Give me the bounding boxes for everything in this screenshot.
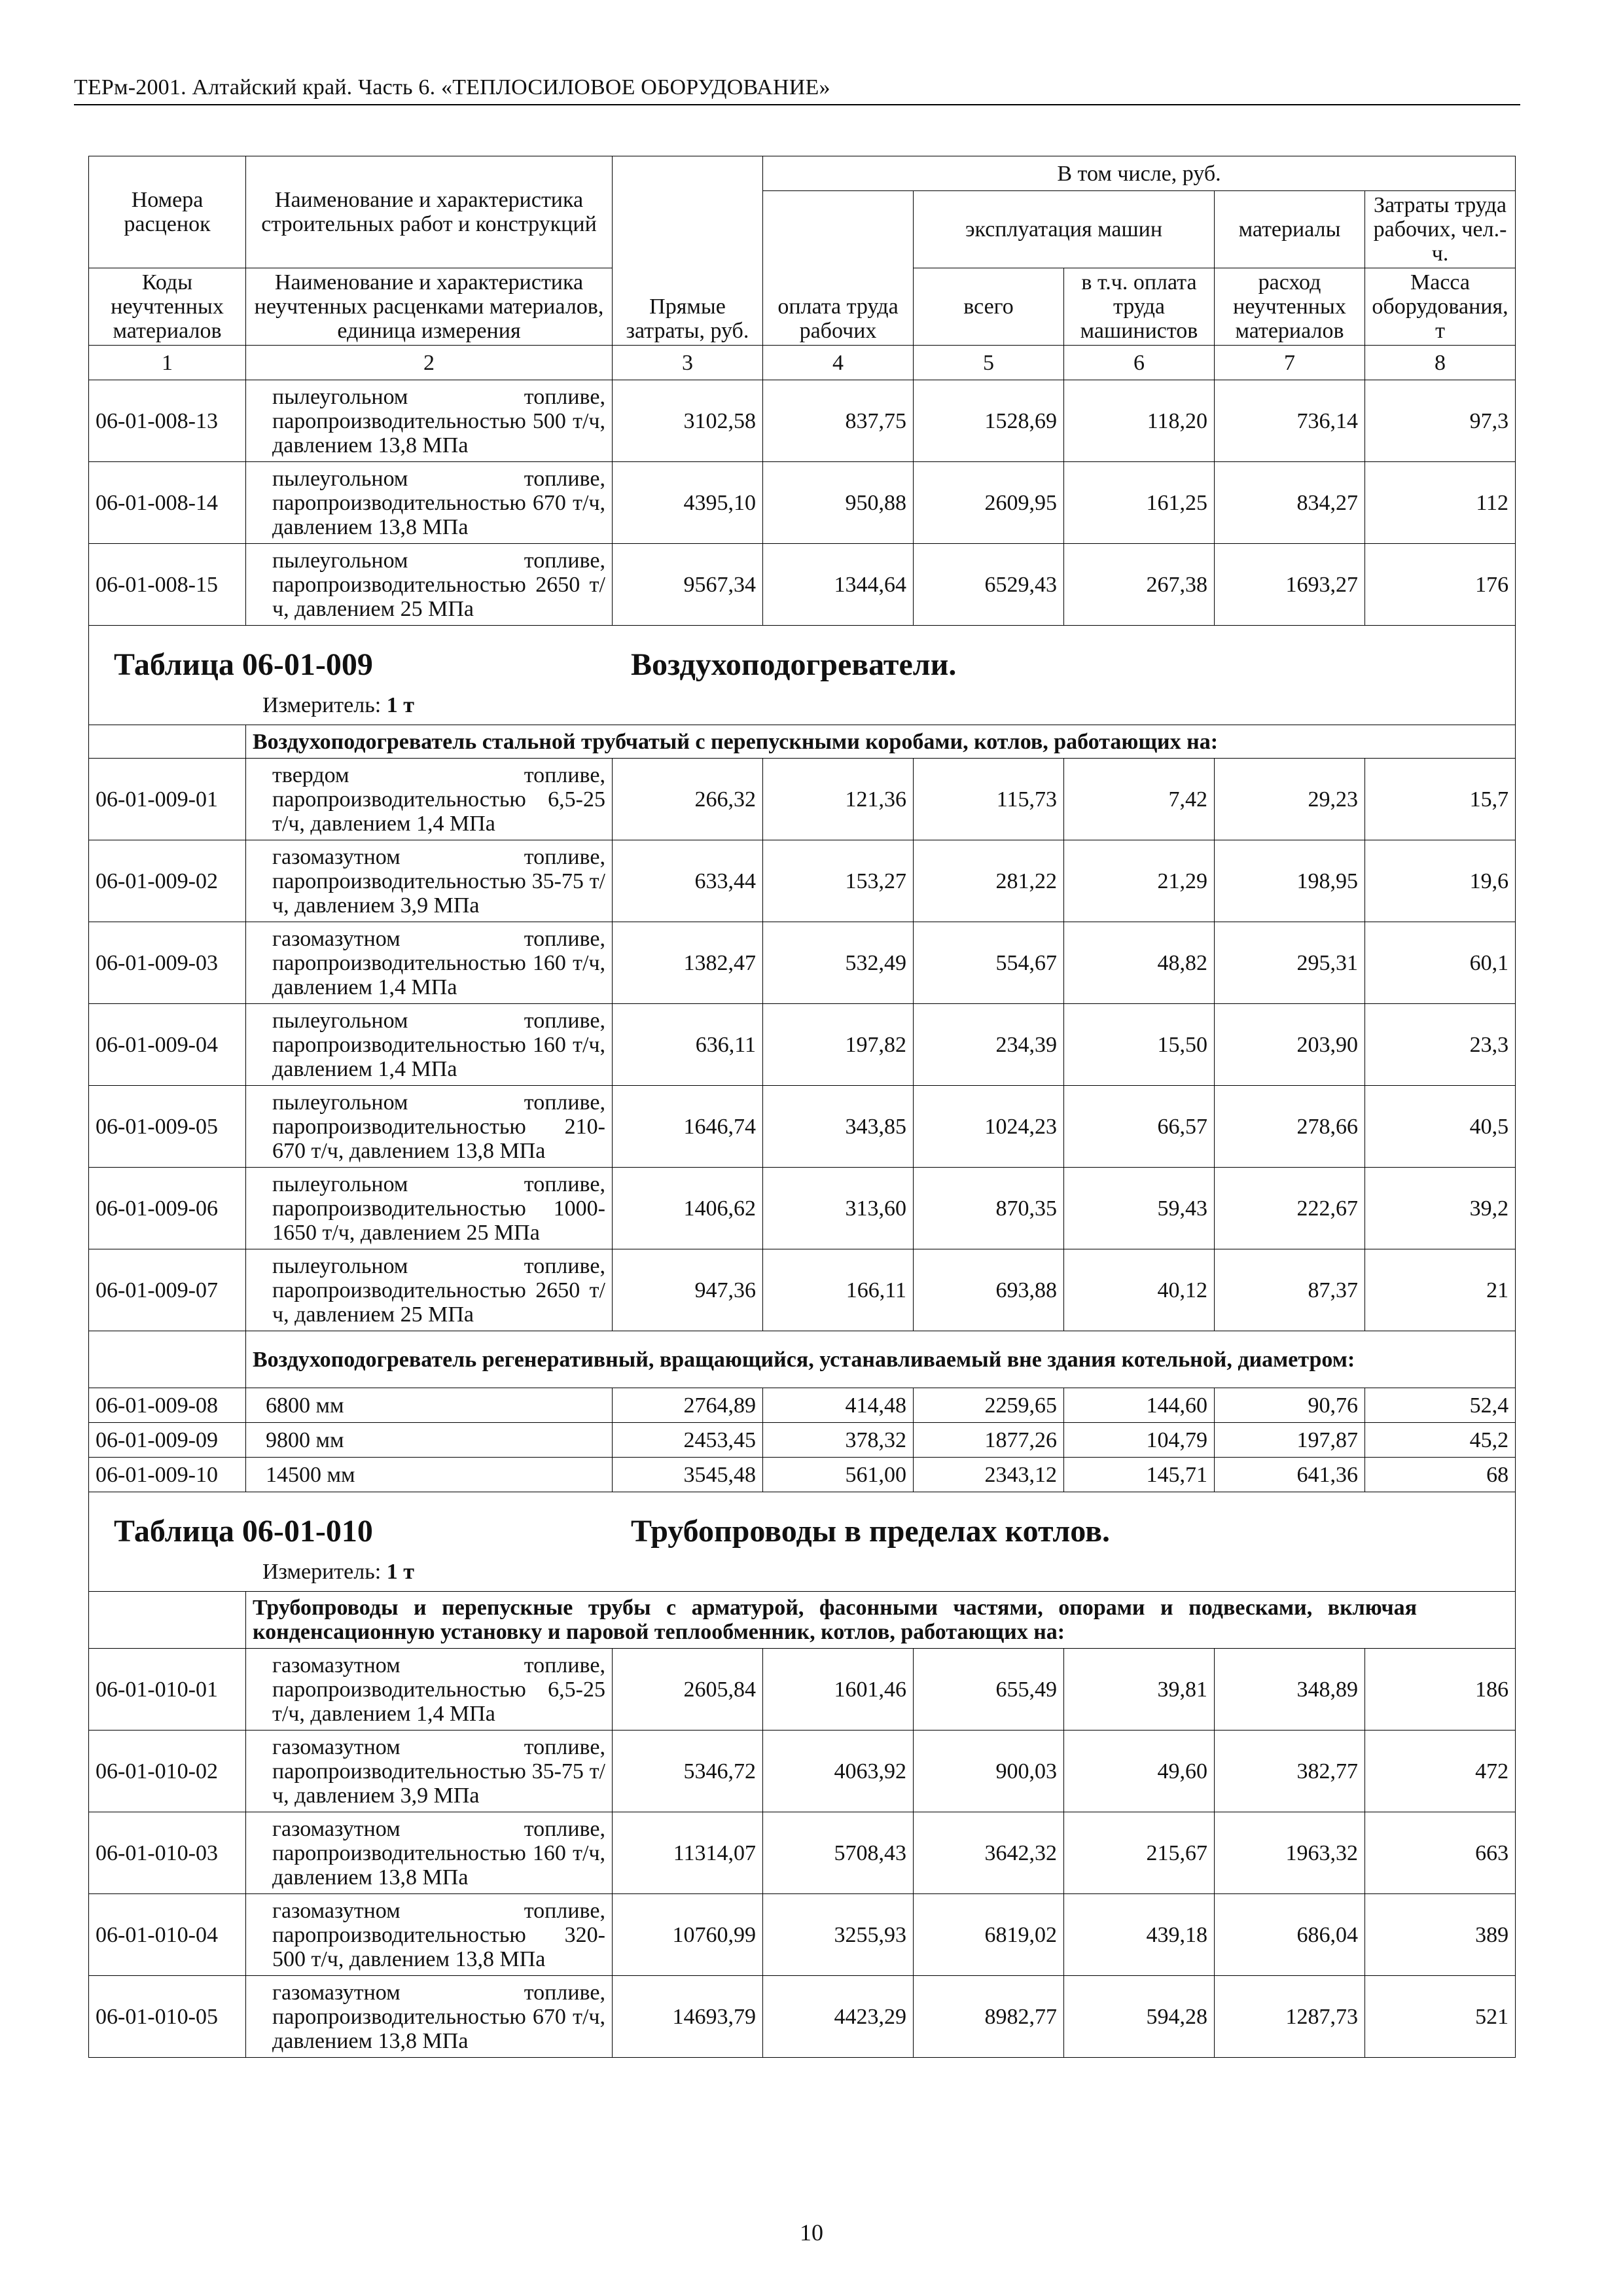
row-machines-pay: 594,28 <box>1064 1976 1215 2058</box>
row-machines-pay: 215,67 <box>1064 1812 1215 1894</box>
page-number: 10 <box>800 2219 823 2246</box>
row-machines-total: 655,49 <box>914 1649 1064 1731</box>
row-machines-pay: 59,43 <box>1064 1168 1215 1249</box>
col-name-top: Наименование и характеристика строительных работ и конструкций <box>246 156 613 268</box>
col-including: В том числе, руб. <box>763 156 1516 191</box>
row-machines-pay: 145,71 <box>1064 1458 1215 1492</box>
row-name: газомазутном топливе, паропроизводительностью 670 т/ч, давлением 13,8 МПа <box>246 1976 613 2058</box>
row-labor-pay: 3255,93 <box>763 1894 914 1976</box>
meter-label: Измеритель: <box>262 1560 382 1584</box>
table-row <box>89 1004 1516 1086</box>
row-labor-pay: 1601,46 <box>763 1649 914 1731</box>
row-machines-total: 234,39 <box>914 1004 1064 1086</box>
col-number: 6 <box>1064 346 1215 380</box>
row-machines-total: 870,35 <box>914 1168 1064 1249</box>
row-labor-pay: 121,36 <box>763 759 914 840</box>
row-machines-pay: 7,42 <box>1064 759 1215 840</box>
table-row <box>89 1812 1516 1894</box>
row-materials: 278,66 <box>1215 1086 1365 1168</box>
row-direct: 2764,89 <box>613 1388 763 1423</box>
row-name: пылеугольном топливе, паропроизводительностью 2650 т/ч, давлением 25 МПа <box>246 1249 613 1331</box>
row-materials: 348,89 <box>1215 1649 1365 1731</box>
row-machines-total: 6819,02 <box>914 1894 1064 1976</box>
row-labor-pay: 837,75 <box>763 380 914 462</box>
row-code: 06-01-010-01 <box>89 1649 246 1731</box>
row-direct: 3545,48 <box>613 1458 763 1492</box>
table-010-meter <box>262 1560 414 1584</box>
row-materials: 198,95 <box>1215 840 1365 922</box>
row-direct: 1382,47 <box>613 922 763 1004</box>
row-machines-pay: 21,29 <box>1064 840 1215 922</box>
row-direct: 4395,10 <box>613 462 763 544</box>
row-materials: 1693,27 <box>1215 544 1365 626</box>
row-direct: 9567,34 <box>613 544 763 626</box>
col-number: 1 <box>89 346 246 380</box>
col-direct: Прямые затраты, руб. <box>613 156 763 346</box>
table-row <box>89 380 1516 462</box>
row-name: 6800 мм <box>246 1388 613 1423</box>
row-machines-total: 1528,69 <box>914 380 1064 462</box>
col-number: 3 <box>613 346 763 380</box>
col-name-bottom: Наименование и характеристика неучтенных расценками материалов, единица измерения <box>246 268 613 346</box>
row-name: газомазутном топливе, паропроизводительностью 35-75 т/ч, давлением 3,9 МПа <box>246 840 613 922</box>
row-materials: 87,37 <box>1215 1249 1365 1331</box>
row-materials: 686,04 <box>1215 1894 1365 1976</box>
row-direct: 636,11 <box>613 1004 763 1086</box>
row-direct: 1406,62 <box>613 1168 763 1249</box>
row-code: 06-01-010-02 <box>89 1731 246 1812</box>
row-materials: 295,31 <box>1215 922 1365 1004</box>
col-mass: Масса оборудования, т <box>1365 268 1516 346</box>
row-direct: 5346,72 <box>613 1731 763 1812</box>
group-spacer <box>89 725 246 759</box>
row-labor-pay: 561,00 <box>763 1458 914 1492</box>
row-labor-pay: 166,11 <box>763 1249 914 1331</box>
row-code: 06-01-008-13 <box>89 380 246 462</box>
row-labor-cost: 186 <box>1365 1649 1516 1731</box>
row-machines-total: 1024,23 <box>914 1086 1064 1168</box>
row-direct: 266,32 <box>613 759 763 840</box>
table-row <box>89 1976 1516 2058</box>
table-010-description: Трубопроводы в пределах котлов. <box>631 1514 1110 1549</box>
row-materials: 641,36 <box>1215 1458 1365 1492</box>
row-labor-cost: 40,5 <box>1365 1086 1516 1168</box>
row-labor-pay: 532,49 <box>763 922 914 1004</box>
table-heading-row <box>89 1492 1516 1592</box>
row-labor-pay: 313,60 <box>763 1168 914 1249</box>
row-labor-cost: 15,7 <box>1365 759 1516 840</box>
col-machines-total: всего <box>914 268 1064 346</box>
row-labor-cost: 176 <box>1365 544 1516 626</box>
table-row <box>89 759 1516 840</box>
row-code: 06-01-008-14 <box>89 462 246 544</box>
row-labor-pay: 343,85 <box>763 1086 914 1168</box>
table-010-title: Таблица 06-01-010 <box>114 1514 373 1549</box>
row-name: газомазутном топливе, паропроизводительностью 160 т/ч, давлением 13,8 МПа <box>246 1812 613 1894</box>
row-machines-pay: 66,57 <box>1064 1086 1215 1168</box>
row-code: 06-01-009-07 <box>89 1249 246 1331</box>
row-machines-pay: 144,60 <box>1064 1388 1215 1423</box>
row-labor-cost: 472 <box>1365 1731 1516 1812</box>
row-labor-pay: 378,32 <box>763 1423 914 1458</box>
row-direct: 633,44 <box>613 840 763 922</box>
row-name: 14500 мм <box>246 1458 613 1492</box>
col-materials: материалы <box>1215 191 1365 268</box>
row-machines-pay: 161,25 <box>1064 462 1215 544</box>
row-machines-total: 693,88 <box>914 1249 1064 1331</box>
table-row <box>89 1649 1516 1731</box>
row-machines-total: 281,22 <box>914 840 1064 922</box>
row-labor-cost: 19,6 <box>1365 840 1516 922</box>
row-name: пылеугольном топливе, паропроизводительностью 500 т/ч, давлением 13,8 МПа <box>246 380 613 462</box>
table-009-title: Таблица 06-01-009 <box>114 647 373 682</box>
row-machines-pay: 15,50 <box>1064 1004 1215 1086</box>
row-labor-pay: 414,48 <box>763 1388 914 1423</box>
col-machines-pay: в т.ч. оплата труда машинистов <box>1064 268 1215 346</box>
group-row <box>89 1331 1516 1388</box>
row-machines-total: 2259,65 <box>914 1388 1064 1423</box>
row-labor-cost: 97,3 <box>1365 380 1516 462</box>
row-code: 06-01-008-15 <box>89 544 246 626</box>
row-code: 06-01-009-06 <box>89 1168 246 1249</box>
table-010-heading <box>89 1492 1516 1592</box>
col-labor-pay: оплата труда рабочих <box>763 191 914 346</box>
row-machines-pay: 439,18 <box>1064 1894 1215 1976</box>
row-labor-cost: 21 <box>1365 1249 1516 1331</box>
row-code: 06-01-009-08 <box>89 1388 246 1423</box>
row-labor-pay: 153,27 <box>763 840 914 922</box>
row-materials: 1287,73 <box>1215 1976 1365 2058</box>
row-name: пылеугольном топливе, паропроизводительностью 210-670 т/ч, давлением 13,8 МПа <box>246 1086 613 1168</box>
group-spacer <box>89 1592 246 1649</box>
row-materials: 382,77 <box>1215 1731 1365 1812</box>
col-code-bottom: Коды неучтенных материалов <box>89 268 246 346</box>
table-row <box>89 1894 1516 1976</box>
group-spacer <box>89 1331 246 1388</box>
row-machines-total: 554,67 <box>914 922 1064 1004</box>
row-machines-total: 2609,95 <box>914 462 1064 544</box>
col-number: 2 <box>246 346 613 380</box>
table-row <box>89 1388 1516 1423</box>
table-009-meter <box>262 693 414 717</box>
table-row <box>89 1731 1516 1812</box>
row-materials: 736,14 <box>1215 380 1365 462</box>
row-machines-total: 1877,26 <box>914 1423 1064 1458</box>
row-labor-cost: 52,4 <box>1365 1388 1516 1423</box>
row-machines-total: 115,73 <box>914 759 1064 840</box>
row-labor-pay: 4423,29 <box>763 1976 914 2058</box>
row-machines-pay: 267,38 <box>1064 544 1215 626</box>
row-code: 06-01-009-10 <box>89 1458 246 1492</box>
row-machines-pay: 49,60 <box>1064 1731 1215 1812</box>
row-direct: 2605,84 <box>613 1649 763 1731</box>
row-name: пылеугольном топливе, паропроизводительностью 670 т/ч, давлением 13,8 МПа <box>246 462 613 544</box>
row-code: 06-01-009-02 <box>89 840 246 922</box>
row-labor-cost: 60,1 <box>1365 922 1516 1004</box>
col-number: 4 <box>763 346 914 380</box>
col-materials-unaccounted: расход неучтенных материалов <box>1215 268 1365 346</box>
table-row <box>89 922 1516 1004</box>
row-labor-pay: 1344,64 <box>763 544 914 626</box>
row-code: 06-01-009-03 <box>89 922 246 1004</box>
table-row <box>89 1086 1516 1168</box>
meter-label: Измеритель: <box>262 693 382 717</box>
row-materials: 29,23 <box>1215 759 1365 840</box>
row-code: 06-01-010-04 <box>89 1894 246 1976</box>
row-direct: 947,36 <box>613 1249 763 1331</box>
group-row <box>89 725 1516 759</box>
row-labor-cost: 521 <box>1365 1976 1516 2058</box>
row-machines-pay: 104,79 <box>1064 1423 1215 1458</box>
row-labor-cost: 112 <box>1365 462 1516 544</box>
price-table <box>88 156 1516 2058</box>
table-row <box>89 1423 1516 1458</box>
row-name: пылеугольном топливе, паропроизводительностью 160 т/ч, давлением 1,4 МПа <box>246 1004 613 1086</box>
column-numbers <box>89 346 1516 380</box>
row-name: газомазутном топливе, паропроизводительностью 320-500 т/ч, давлением 13,8 МПа <box>246 1894 613 1976</box>
table-row <box>89 1458 1516 1492</box>
row-labor-cost: 23,3 <box>1365 1004 1516 1086</box>
row-materials: 834,27 <box>1215 462 1365 544</box>
row-name: газомазутном топливе, паропроизводительностью 6,5-25 т/ч, давлением 1,4 МПа <box>246 1649 613 1731</box>
row-code: 06-01-009-09 <box>89 1423 246 1458</box>
row-machines-pay: 39,81 <box>1064 1649 1215 1731</box>
meter-value: 1 т <box>386 693 414 717</box>
row-machines-pay: 48,82 <box>1064 922 1215 1004</box>
table-009-description: Воздухоподогреватели. <box>631 647 957 682</box>
row-direct: 2453,45 <box>613 1423 763 1458</box>
row-code: 06-01-010-05 <box>89 1976 246 2058</box>
row-direct: 11314,07 <box>613 1812 763 1894</box>
row-labor-cost: 45,2 <box>1365 1423 1516 1458</box>
row-direct: 14693,79 <box>613 1976 763 2058</box>
row-name: пылеугольном топливе, паропроизводительностью 2650 т/ч, давлением 25 МПа <box>246 544 613 626</box>
row-machines-total: 8982,77 <box>914 1976 1064 2058</box>
table-row <box>89 1168 1516 1249</box>
row-direct: 1646,74 <box>613 1086 763 1168</box>
row-code: 06-01-009-05 <box>89 1086 246 1168</box>
row-labor-pay: 950,88 <box>763 462 914 544</box>
table-010-group-1: Трубопроводы и перепускные трубы с арматурой, фасонными частями, опорами и подвесками, включая конденсационную установку и паровой теплообменник, котлов, работающих на: <box>246 1592 1516 1649</box>
header-row-1 <box>89 156 1516 191</box>
row-name: 9800 мм <box>246 1423 613 1458</box>
row-labor-pay: 5708,43 <box>763 1812 914 1894</box>
row-machines-total: 6529,43 <box>914 544 1064 626</box>
row-code: 06-01-009-04 <box>89 1004 246 1086</box>
row-code: 06-01-010-03 <box>89 1812 246 1894</box>
row-direct: 10760,99 <box>613 1894 763 1976</box>
row-labor-pay: 197,82 <box>763 1004 914 1086</box>
table-009-heading <box>89 626 1516 725</box>
table-row <box>89 544 1516 626</box>
table-row <box>89 840 1516 922</box>
row-direct: 3102,58 <box>613 380 763 462</box>
col-labor-cost: Затраты труда рабочих, чел.-ч. <box>1365 191 1516 268</box>
row-machines-pay: 40,12 <box>1064 1249 1215 1331</box>
table-row <box>89 1249 1516 1331</box>
page-header: ТЕРм-2001. Алтайский край. Часть 6. «ТЕПЛОСИЛОВОЕ ОБОРУДОВАНИЕ» <box>74 75 1520 105</box>
col-number: 5 <box>914 346 1064 380</box>
col-number: 8 <box>1365 346 1516 380</box>
row-labor-cost: 663 <box>1365 1812 1516 1894</box>
row-name: газомазутном топливе, паропроизводительностью 35-75 т/ч, давлением 3,9 МПа <box>246 1731 613 1812</box>
row-materials: 1963,32 <box>1215 1812 1365 1894</box>
row-machines-total: 3642,32 <box>914 1812 1064 1894</box>
row-materials: 197,87 <box>1215 1423 1365 1458</box>
col-code-top: Номера расценок <box>89 156 246 268</box>
row-labor-cost: 68 <box>1365 1458 1516 1492</box>
table-row <box>89 462 1516 544</box>
table-heading-row <box>89 626 1516 725</box>
row-machines-pay: 118,20 <box>1064 380 1215 462</box>
row-materials: 90,76 <box>1215 1388 1365 1423</box>
row-labor-cost: 389 <box>1365 1894 1516 1976</box>
group-row <box>89 1592 1516 1649</box>
col-machines: эксплуатация машин <box>914 191 1215 268</box>
row-materials: 203,90 <box>1215 1004 1365 1086</box>
table-009-group-1: Воздухоподогреватель стальной трубчатый с перепускными коробами, котлов, работающих на: <box>246 725 1516 759</box>
col-number: 7 <box>1215 346 1365 380</box>
row-name: газомазутном топливе, паропроизводительностью 160 т/ч, давлением 1,4 МПа <box>246 922 613 1004</box>
row-code: 06-01-009-01 <box>89 759 246 840</box>
row-name: твердом топливе, паропроизводительностью 6,5-25 т/ч, давлением 1,4 МПа <box>246 759 613 840</box>
meter-value: 1 т <box>386 1560 414 1584</box>
row-labor-pay: 4063,92 <box>763 1731 914 1812</box>
row-labor-cost: 39,2 <box>1365 1168 1516 1249</box>
row-name: пылеугольном топливе, паропроизводительностью 1000-1650 т/ч, давлением 25 МПа <box>246 1168 613 1249</box>
row-machines-total: 900,03 <box>914 1731 1064 1812</box>
table-009-group-2: Воздухоподогреватель регенеративный, вращающийся, устанавливаемый вне здания котельной, диаметром: <box>246 1331 1516 1388</box>
row-machines-total: 2343,12 <box>914 1458 1064 1492</box>
row-materials: 222,67 <box>1215 1168 1365 1249</box>
